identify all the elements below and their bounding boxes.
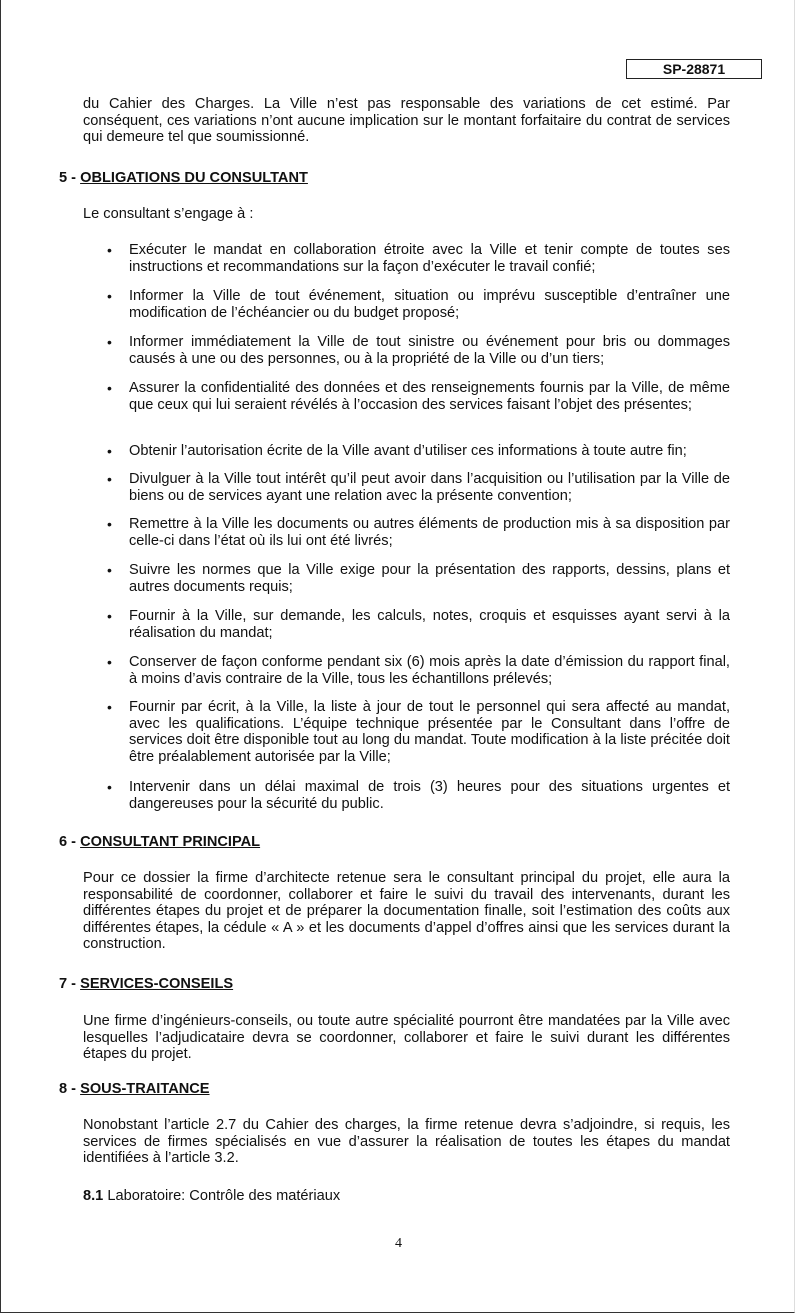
intro-paragraph: du Cahier des Charges. La Ville n’est pas responsable des variations de cet estimé. Par conséquent, ces variations n’ont aucune implication sur le montant forfaitaire du contrat de services qui demeure tel que soumissionné. <box>83 96 730 146</box>
section-5-heading <box>59 170 308 187</box>
subsection-8-1-number: 8.1 <box>83 1188 104 1204</box>
subsection-8-1-title: Laboratoire: Contrôle des matériaux <box>103 1188 341 1204</box>
section-5-lead: Le consultant s’engage à : <box>83 206 254 222</box>
list-item: • Fournir par écrit, à la Ville, la liste à jour de tout le personnel qui sera affecté au mandat, avec les qualifications. L’équipe technique présentée par le Consultant dans l’offre de services doit être disponible tout au long du mandat. Toute modification à la liste précitée doit être préalablement autorisée par la Ville; <box>129 699 730 765</box>
section-7-body: Une firme d’ingénieurs-conseils, ou toute autre spécialité pourront être mandatées par la Ville avec lesquelles l’adjudicataire devra se coordonner, collaborer et faire le suivi durant les différentes étapes du projet. <box>83 1013 730 1063</box>
list-item: • Exécuter le mandat en collaboration étroite avec la Ville et tenir compte de toutes ses instructions et recommandations sur la façon d’exécuter le travail confié; <box>129 242 730 275</box>
page-number: 4 <box>395 1236 402 1251</box>
list-item: • Intervenir dans un délai maximal de trois (3) heures pour des situations urgentes et dangereuses pour la sécurité du public. <box>129 779 730 812</box>
section-5-title: OBLIGATIONS DU CONSULTANT <box>80 170 308 186</box>
list-item: • Fournir à la Ville, sur demande, les calculs, notes, croquis et esquisses ayant servi à la réalisation du mandat; <box>129 608 730 641</box>
reference-number-box: SP-28871 <box>626 59 762 79</box>
list-item: • Informer la Ville de tout événement, situation ou imprévu susceptible d’entraîner une modification de l’échéancier ou du budget proposé; <box>129 288 730 321</box>
list-item: • Suivre les normes que la Ville exige pour la présentation des rapports, dessins, plans et autres documents requis; <box>129 562 730 595</box>
list-item: • Obtenir l’autorisation écrite de la Ville avant d’utiliser ces informations à toute autre fin; <box>129 443 730 460</box>
list-item: • Divulguer à la Ville tout intérêt qu’il peut avoir dans l’acquisition ou l’utilisation par la Ville de biens ou de services ayant une relation avec la présente convention; <box>129 471 730 504</box>
list-item: • Conserver de façon conforme pendant six (6) mois après la date d’émission du rapport final, à moins d’avis contraire de la Ville, tous les échantillons prélevés; <box>129 654 730 687</box>
section-6-number: 6 - <box>59 834 81 850</box>
section-7-title: SERVICES-CONSEILS <box>80 976 234 992</box>
subsection-8-1 <box>83 1188 340 1205</box>
section-5-number: 5 - <box>59 170 81 186</box>
list-item: • Informer immédiatement la Ville de tout sinistre ou événement pour bris ou dommages causés à une ou des personnes, ou à la propriété de la Ville ou d’un tiers; <box>129 334 730 367</box>
section-7-number: 7 - <box>59 976 81 992</box>
section-6-title: CONSULTANT PRINCIPAL <box>80 834 261 850</box>
section-8-heading <box>59 1081 210 1098</box>
section-8-title: SOUS-TRAITANCE <box>80 1081 210 1097</box>
list-item: • Remettre à la Ville les documents ou autres éléments de production mis à sa disposition par celle-ci dans l’état où ils lui ont été livrés; <box>129 516 730 549</box>
section-8-number: 8 - <box>59 1081 81 1097</box>
section-8-body: Nonobstant l’article 2.7 du Cahier des charges, la firme retenue devra s’adjoindre, si requis, les services de firmes spécialisés en vue d’assurer la réalisation de toutes les étapes du mandat identifiées à l’article 3.2. <box>83 1117 730 1167</box>
section-7-heading <box>59 976 233 993</box>
list-item: • Assurer la confidentialité des données et des renseignements fournis par la Ville, de même que ceux qui lui seraient révélés à l’occasion des services faisant l’objet des présentes; <box>129 380 730 413</box>
section-6-heading <box>59 834 260 851</box>
section-6-body: Pour ce dossier la firme d’architecte retenue sera le consultant principal du projet, elle aura la responsabilité de coordonner, collaborer et faire le suivi du travail des intervenants, durant les différentes étapes du projet et de préparer la documentation finalle, soit l’estimation des coûts aux différentes étapes, la cédule « A » et les documents d’appel d’offres ainsi que les services durant la construction. <box>83 870 730 953</box>
